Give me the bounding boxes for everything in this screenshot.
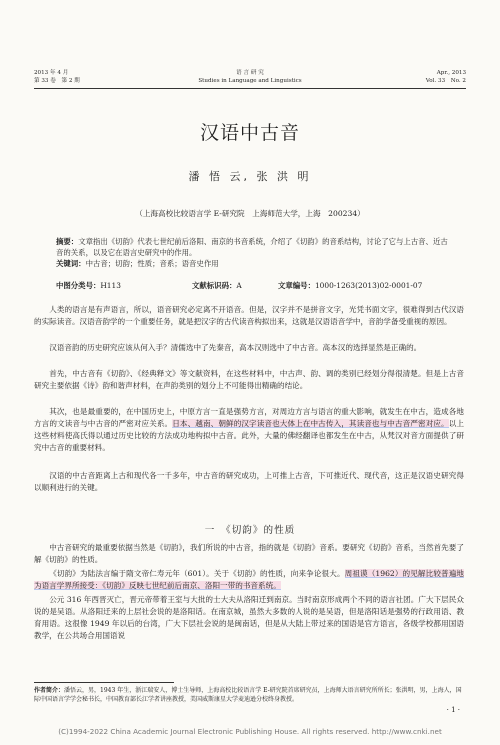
highlighted-sentence-1: 日本、越南、朝鲜的汉字读音也大体上在中古传入，其读音也与中古音严密对应。	[172, 419, 449, 428]
section-heading	[0, 522, 500, 536]
article-authors: 潘 悟 云, 张 洪 明	[188, 170, 312, 183]
article-title: 汉语中古音	[199, 122, 300, 144]
clc-value: H113	[100, 281, 121, 290]
header-date-cn: 2013 年 4 月	[34, 70, 69, 76]
keywords	[56, 258, 448, 269]
header-journal-cn: 语 言 研 究	[236, 70, 264, 76]
section-title: 《切韵》的性质	[225, 525, 296, 536]
keywords-label: 关键词：	[56, 259, 86, 268]
body-paragraph-3: 首先，中古音有《切韵》、《经典释文》等文献资料，在这些材料中，中古声、韵、调的类别已经划分得很清楚。但是上古音研究主要依据《诗》韵和谐声材料，在声韵类别的划分上不可能得出精确的结论。	[34, 369, 464, 390]
abstract-label: 摘要：	[56, 237, 79, 246]
footnote-rule	[34, 682, 174, 683]
body-paragraph-2: 汉语音韵的历史研究应该从何入手？清儒选中了先秦音，高本汉则选中了中古音。高本汉的选择显然是正确的。	[49, 343, 422, 352]
body-paragraph-5: 汉语的中古音距离上古和现代各一千多年，中古音的研究成功，上可推上古音，下可推近代、现代音，这正是汉语史研究得以顺利进行的关键。	[34, 471, 464, 492]
running-header	[34, 66, 466, 89]
section-paragraph-2	[34, 568, 464, 592]
section-paragraph-2-a: 《切韵》为陆法言编于隋文帝仁寿元年（601）。关于《切韵》的性质，向来争论很大。	[49, 569, 345, 578]
body-paragraph-4	[34, 406, 464, 454]
page-number: · 1 ·	[446, 706, 460, 714]
footnote-label: 作者简介：	[34, 687, 65, 694]
body-paragraph-4-a: 其次，也是最重要的，在中国历史上，中原方言一直是强势方言，对周边方言与语言的重大影响，就发生在中古，造成各地方言的文读音与中古音的严密对应关系。	[34, 407, 464, 428]
art-value: 1000-1263(2013)02-0001-07	[314, 281, 423, 290]
clc-label: 中图分类号：	[56, 281, 101, 290]
body-paragraph-1: 人类的语言是有声语言，所以，语音研究必定离不开语音。但是，汉字并不是拼音文字，光凭书面文字，很难得到古代汉语的实际读音。汉语音韵学的一个重要任务，就是把汉字的古代读音构拟出来，这就是汉语语音学中，音韵学备受重视的原因。	[34, 305, 464, 326]
clc-number	[56, 280, 121, 291]
doc-label: 文献标识码：	[192, 281, 237, 290]
section-number: 一	[204, 525, 216, 536]
section-paragraph-3: 公元 316 年西晋灭亡，晋元帝带着王室与大批的士大夫从洛阳迁到南京。当时南京形成两个不同的语言社团。广大下层民众说的是吴语。从洛阳迁来的上层社会说的是洛阳话。在南京城，虽然大多数的人说的是吴语，但是洛阳话是强势的行政用语、教育用语。这很像 1949 年以后的台湾，广大下层社会说的是闽南话，但是从大陆上带过来的国语是官方语言，各级学校都用国语教学，在公共场合用国语说	[34, 595, 464, 640]
doc-value: A	[236, 281, 242, 290]
author-affiliation: （上海高校比较语言学 E-研究院 上海师范大学，上海 200234）	[135, 209, 365, 218]
header-journal-en: Studies in Language and Linguistics	[198, 78, 302, 84]
abstract-block	[56, 236, 448, 269]
header-date-en: Apr., 2013	[436, 70, 466, 76]
keywords-text: 中古音；切韵；性质；音系；语音史作用	[85, 259, 219, 268]
header-issue-en	[426, 69, 466, 85]
art-label: 文章编号：	[278, 281, 315, 290]
body-paragraph-4-b: 以上这些材料使高氏得以通过历史比较的方法成功地构拟中古音。此外，大量的佛经翻译也都发生在中古，从梵汉对音方面提供了研究中古音的重要材料。	[34, 419, 465, 452]
section-paragraph-1: 中古音研究的最重要依据当然是《切韵》，我们所说的中古音，指的就是《切韵》音系。要研究《切韵》音系，当然首先要了解《切韵》的性质。	[34, 543, 464, 564]
author-footnote	[34, 686, 464, 704]
header-volume-cn: 第 33 卷 第 2 期	[34, 78, 80, 84]
copyright-watermark: (C)1994-2022 China Academic Journal Electronic Publishing House. All rights reserved. http://www.cnki.net	[58, 727, 442, 736]
document-code	[192, 280, 242, 291]
header-journal	[34, 69, 466, 85]
article-number	[278, 280, 422, 291]
highlighted-sentence-2: 周祖谟（1962）的见解比较普遍地为语言学界所接受：《切韵》反映七世纪前后南京、洛阳一带的书音系统。	[34, 569, 464, 590]
header-volume-en: Vol. 33 No. 2	[425, 78, 466, 84]
abstract-text: 文章指出《切韵》代表七世纪前后洛阳、南京的书音系统，介绍了《切韵》的音系结构，讨论了它与上古音、近古音的关系，以及它在语言史研究中的作用。	[56, 237, 448, 257]
footnote-text: 潘悟云，男，1943 年生，浙江瑞安人，博士生导师，上海高校比较语言学 E-研究院首席研究员，上海师大语言研究所所长；张洪明，男，上海人，国际中国语言学学会秘书长，中国教育部长江学者讲座教授，美国威斯康星大学麦迪逊分校终身教授。	[34, 687, 462, 703]
abstract	[56, 236, 448, 258]
